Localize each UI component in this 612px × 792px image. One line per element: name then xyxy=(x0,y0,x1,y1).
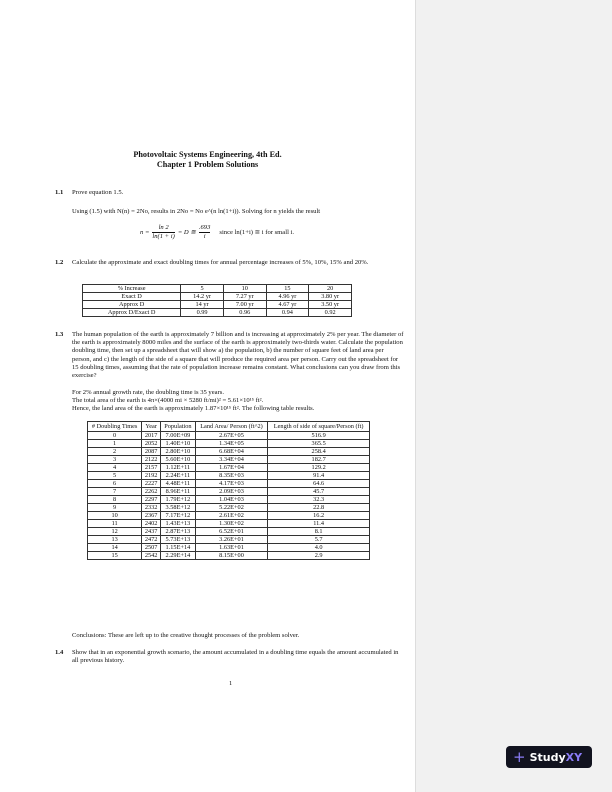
table-cell: 15 xyxy=(88,552,142,560)
table-cell: 2157 xyxy=(142,464,161,472)
table-row xyxy=(88,528,370,536)
table-cell: % Increase xyxy=(83,285,181,293)
table-cell: 0.92 xyxy=(309,309,352,317)
table-cell: 2.80E+10 xyxy=(161,448,196,456)
table-cell: 5.60E+10 xyxy=(161,456,196,464)
table-cell: 2332 xyxy=(142,504,161,512)
eq-part: = D ≅ xyxy=(177,228,196,236)
page-number: 1 xyxy=(229,680,233,687)
table-cell: Approx D xyxy=(83,301,181,309)
table-cell: 2122 xyxy=(142,456,161,464)
table-row xyxy=(88,544,370,552)
table-cell: 8 xyxy=(88,496,142,504)
table-row xyxy=(88,464,370,472)
table-cell: 2.09E+03 xyxy=(195,488,268,496)
table-cell: 20 xyxy=(309,285,352,293)
table-row xyxy=(88,480,370,488)
table-cell: 0.96 xyxy=(223,309,266,317)
table-cell: 2192 xyxy=(142,472,161,480)
table-cell: 45.7 xyxy=(268,488,370,496)
table-cell: 3.26E+01 xyxy=(195,536,268,544)
table-cell: 6 xyxy=(88,480,142,488)
table-cell: 11 xyxy=(88,520,142,528)
table-cell: 1.30E+02 xyxy=(195,520,268,528)
problem-text: Show that in an exponential growth scenario, the amount accumulated in a doubling time equals the amount accumulated in all previous history. xyxy=(72,649,399,665)
table-cell: 14 yr xyxy=(181,301,224,309)
table-cell: 13 xyxy=(88,536,142,544)
table-cell: 1.40E+10 xyxy=(161,440,196,448)
fraction xyxy=(152,224,174,241)
table-cell: Land Area/ Person (ft^2) xyxy=(195,422,268,432)
population-table xyxy=(87,421,370,560)
table-cell: 10 xyxy=(223,285,266,293)
table-cell: 1.63E+01 xyxy=(195,544,268,552)
table-cell: 2262 xyxy=(142,488,161,496)
table-cell: 1.43E+13 xyxy=(161,520,196,528)
answer-text: Using (1.5) with N(n) = 2No, results in 2No = No e^(n ln(1+i)). Solving for n yields the result xyxy=(72,208,321,215)
table-cell: 0.99 xyxy=(181,309,224,317)
table-cell: Length of side of square/Person (ft) xyxy=(268,422,370,432)
table-cell: 10 xyxy=(88,512,142,520)
problem-number: 1.3 xyxy=(55,331,64,338)
table-cell: 7 xyxy=(88,488,142,496)
table-cell: 2367 xyxy=(142,512,161,520)
table-cell: 7.17E+12 xyxy=(161,512,196,520)
problem-text: The human population of the earth is approximately 7 billion and is increasing at approximately 2% per year. The diameter of the earth is approximately 8000 miles and the surface of the earth is approximately two-thirds water. Calculate the population doubling time, then set up a spreadsheet that will show a) the population, b) the number of square feet of land area per person, and c) the length of the side of a square that will produce the required area per person. Carry out the spreadsheet for 15 doubling times, assuming that the rate of population increase remains constant. What conclusions can you draw from this exercise? xyxy=(72,331,404,380)
table-cell: 4.96 yr xyxy=(266,293,309,301)
table-cell: 2087 xyxy=(142,448,161,456)
table-cell: 1.67E+04 xyxy=(195,464,268,472)
problem-text: Prove equation 1.5. xyxy=(72,189,124,196)
table-cell: 4.48E+11 xyxy=(161,480,196,488)
doubling-table xyxy=(82,284,352,317)
table-cell: 16.2 xyxy=(268,512,370,520)
table-cell: 8.15E+00 xyxy=(195,552,268,560)
table-cell: 2.87E+13 xyxy=(161,528,196,536)
table-cell: 12 xyxy=(88,528,142,536)
table-cell: 2472 xyxy=(142,536,161,544)
numerator: .693 xyxy=(199,224,211,233)
table-cell: Year xyxy=(142,422,161,432)
table-cell: 2.24E+11 xyxy=(161,472,196,480)
denominator: i xyxy=(203,233,206,241)
answer-text: For 2% annual growth rate, the doubling time is 35 years. The total area of the earth is 4π×(4000 mi × 5280 ft/mi)² = 5.61×10¹⁵ ft². Hence, the land area of the earth is approximately 1.87×10¹⁵ ft². The following table results. xyxy=(72,389,315,413)
table-cell: 1 xyxy=(88,440,142,448)
table-cell: 7.00 yr xyxy=(223,301,266,309)
table-row xyxy=(88,504,370,512)
table-cell: 1.79E+12 xyxy=(161,496,196,504)
table-cell: 14 xyxy=(88,544,142,552)
table-cell: 7.27 yr xyxy=(223,293,266,301)
table-cell: 1.15E+14 xyxy=(161,544,196,552)
table-row xyxy=(88,496,370,504)
table-cell: 5.73E+13 xyxy=(161,536,196,544)
table-cell: 258.4 xyxy=(268,448,370,456)
table-cell: 365.5 xyxy=(268,440,370,448)
table-row xyxy=(88,448,370,456)
table-row xyxy=(83,309,352,317)
problem-number: 1.1 xyxy=(55,189,64,196)
table-row xyxy=(88,440,370,448)
equation xyxy=(140,224,294,241)
problem-number: 1.2 xyxy=(55,259,64,266)
table-cell: 15 xyxy=(266,285,309,293)
problem-text: Calculate the approximate and exact doubling times for annual percentage increases of 5%, 10%, 15% and 20%. xyxy=(72,259,369,266)
table-row xyxy=(83,293,352,301)
table-cell: 91.4 xyxy=(268,472,370,480)
table-cell: 8.35E+03 xyxy=(195,472,268,480)
denominator: ln(1 + i) xyxy=(152,233,175,241)
table-cell: 4.0 xyxy=(268,544,370,552)
table-cell: 0.94 xyxy=(266,309,309,317)
eq-note: since ln(1+i) ≅ i for small i. xyxy=(219,228,295,236)
studyxy-logo[interactable] xyxy=(506,746,592,768)
table-cell: 2.29E+14 xyxy=(161,552,196,560)
table-cell: 3.80 yr xyxy=(309,293,352,301)
table-cell: 5.7 xyxy=(268,536,370,544)
table-cell: 5 xyxy=(181,285,224,293)
fraction xyxy=(199,224,211,241)
table-cell: 2437 xyxy=(142,528,161,536)
table-row xyxy=(88,456,370,464)
table-row xyxy=(83,285,352,293)
table-cell: 4.67 yr xyxy=(266,301,309,309)
table-cell: 2.67E+05 xyxy=(195,432,268,440)
table-row xyxy=(88,552,370,560)
table-cell: 2 xyxy=(88,448,142,456)
table-cell: 9 xyxy=(88,504,142,512)
table-cell: 516.9 xyxy=(268,432,370,440)
table-cell: 0 xyxy=(88,432,142,440)
table-cell: 2227 xyxy=(142,480,161,488)
table-cell: 1.12E+11 xyxy=(161,464,196,472)
table-cell: 129.2 xyxy=(268,464,370,472)
table-cell: 2402 xyxy=(142,520,161,528)
table-cell: 1.34E+05 xyxy=(195,440,268,448)
table-cell: 64.6 xyxy=(268,480,370,488)
plus-icon: + xyxy=(513,748,526,766)
table-row xyxy=(88,520,370,528)
table-cell: 8.96E+11 xyxy=(161,488,196,496)
table-cell: 2052 xyxy=(142,440,161,448)
table-cell: 2.61E+02 xyxy=(195,512,268,520)
table-cell: 6.52E+01 xyxy=(195,528,268,536)
table-cell: 3.34E+04 xyxy=(195,456,268,464)
table-cell: 2.9 xyxy=(268,552,370,560)
table-cell: # Doubling Times xyxy=(88,422,142,432)
table-cell: 3.58E+12 xyxy=(161,504,196,512)
table-row xyxy=(88,432,370,440)
table-cell: Exact D xyxy=(83,293,181,301)
table-cell: 3 xyxy=(88,456,142,464)
table-cell: 4 xyxy=(88,464,142,472)
table-cell: 6.68E+04 xyxy=(195,448,268,456)
comments-panel xyxy=(415,0,612,792)
table-row xyxy=(88,472,370,480)
conclusion: Conclusions: These are left up to the creative thought processes of the problem solver. xyxy=(72,632,300,639)
table-cell: 14.2 yr xyxy=(181,293,224,301)
table-cell: 4.17E+03 xyxy=(195,480,268,488)
table-row xyxy=(88,512,370,520)
table-cell: Population xyxy=(161,422,196,432)
logo-text: StudyXY xyxy=(529,750,583,764)
table-cell: 32.3 xyxy=(268,496,370,504)
table-row xyxy=(88,536,370,544)
document-title: Photovoltaic Systems Engineering, 4th Ed. Chapter 1 Problem Solutions xyxy=(133,150,282,169)
table-cell: 3.50 yr xyxy=(309,301,352,309)
table-row xyxy=(88,488,370,496)
table-cell: 1.04E+03 xyxy=(195,496,268,504)
table-cell: Approx D/Exact D xyxy=(83,309,181,317)
table-cell: 5.22E+02 xyxy=(195,504,268,512)
table-row xyxy=(88,422,370,432)
table-cell: 2542 xyxy=(142,552,161,560)
table-cell: 22.8 xyxy=(268,504,370,512)
table-cell: 2017 xyxy=(142,432,161,440)
table-cell: 5 xyxy=(88,472,142,480)
problem-number: 1.4 xyxy=(55,649,64,656)
table-cell: 8.1 xyxy=(268,528,370,536)
table-row xyxy=(83,301,352,309)
table-cell: 2507 xyxy=(142,544,161,552)
table-cell: 182.7 xyxy=(268,456,370,464)
table-cell: 7.00E+09 xyxy=(161,432,196,440)
eq-part: n = xyxy=(140,228,150,236)
numerator: ln 2 xyxy=(152,224,174,233)
table-cell: 2297 xyxy=(142,496,161,504)
table-cell: 11.4 xyxy=(268,520,370,528)
